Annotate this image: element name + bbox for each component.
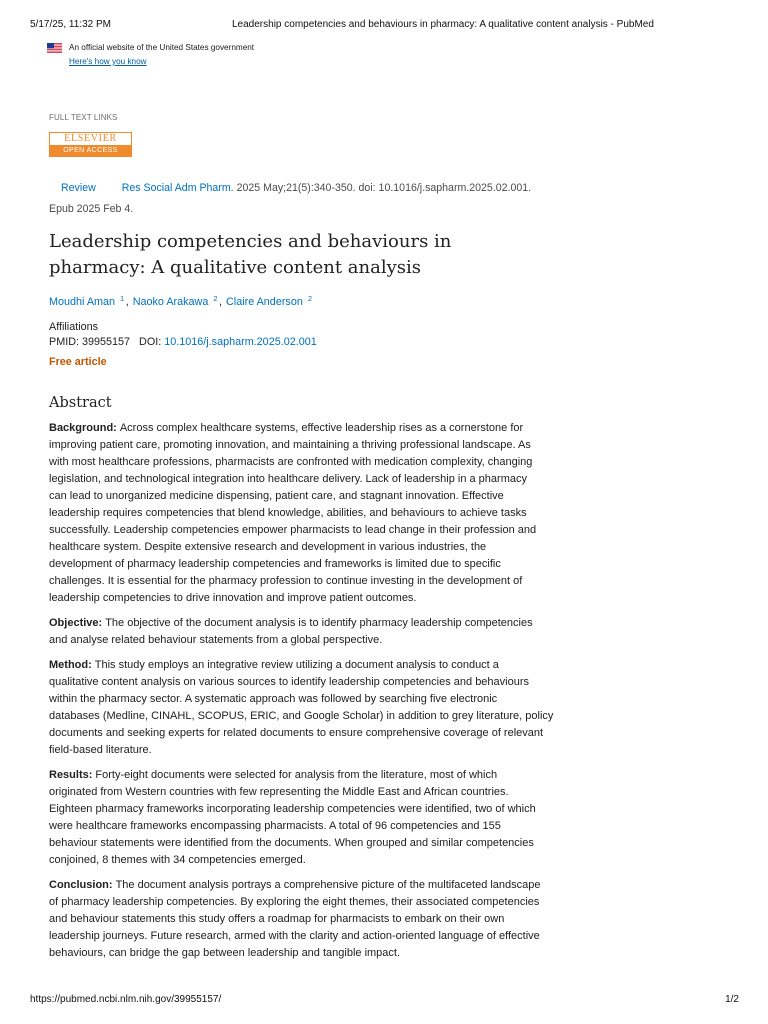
abstract-line [49, 420, 553, 437]
abstract-results [49, 767, 553, 869]
abstract-line: qualitative content analysis on various sources to identify leadership competencies and behaviours [49, 676, 530, 688]
print-url: https://pubmed.ncbi.nlm.nih.gov/39955157/ [30, 994, 222, 1005]
abstract-line: successfully. Leadership competencies empower pharmacists to lead change in their profession and [49, 524, 537, 536]
abstract-method [49, 657, 553, 759]
section-label: Results: [49, 769, 93, 781]
how-you-know-link[interactable]: Here's how you know [69, 57, 147, 66]
section-label: Background: [49, 422, 117, 434]
journal-link[interactable]: Res Social Adm Pharm. [121, 182, 234, 194]
free-article-badge: Free article [49, 356, 107, 368]
author-separator: , [125, 296, 129, 308]
abstract-line: legislation, and technological integration into healthcare delivery. Lack of leadership in a pharmacy [49, 473, 527, 485]
affiliations-toggle[interactable]: Affiliations [49, 321, 99, 333]
abstract-line: of pharmacy leadership competencies. By exploring the eight themes, their associated competencies [49, 896, 540, 908]
section-label: Conclusion: [49, 879, 113, 891]
full-text-links-label: FULL TEXT LINKS [49, 113, 118, 122]
affiliation-ref[interactable]: 1 [120, 294, 125, 303]
citation-details: 2025 May;21(5):340-350. doi: 10.1016/j.sapharm.2025.02.001. [236, 182, 532, 194]
pmid-value: 39955157 [82, 336, 131, 348]
abstract-line: conjoined, 8 themes with 34 competencies emerged. [49, 854, 306, 866]
abstract-line: within the pharmacy sector. A systematic approach was followed by searching five electronic [49, 693, 498, 705]
abstract-line: challenges. It is essential for the pharmacy profession to continue investing in the development of [49, 575, 523, 587]
abstract-body [49, 420, 553, 970]
abstract-line: behaviour statements were identified from the documents. When grouped and similar competencies [49, 837, 534, 849]
abstract-line [49, 767, 553, 784]
print-datetime: 5/17/25, 11:32 PM [30, 19, 111, 30]
print-page-indicator: 1/2 [725, 994, 739, 1005]
abstract-line: healthcare system. Despite extensive research and development in various industries, the [49, 541, 487, 553]
affiliation-ref[interactable]: 2 [213, 294, 218, 303]
section-label: Objective: [49, 617, 103, 629]
abstract-line: leadership competencies to drive innovation and improve patient outcomes. [49, 592, 417, 604]
section-label: Method: [49, 659, 92, 671]
abstract-heading: Abstract [49, 395, 112, 411]
abstract-line: and analyse related behaviour statements from a global perspective. [49, 634, 383, 646]
abstract-line: Eighteen pharmacy frameworks incorporating leadership competencies were identified, two of which [49, 803, 536, 815]
epub-date: Epub 2025 Feb 4. [49, 203, 134, 215]
abstract-line: leadership requires competencies that blend knowledge, abilities, and behaviours to achieve tasks [49, 507, 527, 519]
doi-label: DOI: [139, 336, 162, 348]
doi-link[interactable]: 10.1016/j.sapharm.2025.02.001 [164, 336, 317, 348]
abstract-line: leadership journeys. Future research, armed with the clarity and action-oriented language of effective [49, 930, 540, 942]
abstract-line: with most healthcare professions, pharmacists are confronted with medication complexity, changing [49, 456, 533, 468]
author-list [49, 295, 312, 310]
pmid-label: PMID: [49, 336, 79, 348]
print-page-title: Leadership competencies and behaviours in pharmacy: A qualitative content analysis - PubMed [232, 19, 654, 30]
abstract-line: development of pharmacy leadership competencies and frameworks is limited due to specific [49, 558, 501, 570]
abstract-text: The document analysis portrays a comprehensive picture of the multifaceted landscape [115, 879, 541, 891]
gov-official-text: An official website of the United States government [69, 43, 255, 52]
abstract-text: This study employs an integrative review utilizing a document analysis to conduct a [94, 659, 499, 671]
abstract-background [49, 420, 553, 607]
article-title: Leadership competencies and behaviours in pharmacy: A qualitative content analysis [49, 231, 452, 278]
abstract-text: Forty-eight documents were selected for analysis from the literature, most of which [95, 769, 498, 781]
abstract-line: field-based literature. [49, 744, 152, 756]
us-flag-icon [47, 43, 62, 53]
article-identifiers [49, 335, 317, 350]
abstract-objective [49, 615, 553, 649]
abstract-line [49, 877, 553, 894]
abstract-line: and behaviour statements this study offers a roadmap for pharmacists to embark on their own [49, 913, 505, 925]
publication-type: Review [61, 182, 96, 194]
abstract-line: can lead to unorganized medicine dispensing, patient care, and stagnant innovation. Effective [49, 490, 504, 502]
citation-line [49, 181, 531, 196]
author-link[interactable]: Naoko Arakawa [132, 296, 209, 308]
author-link[interactable]: Claire Anderson [226, 296, 303, 308]
abstract-line: databases (Medline, CINAHL, SCOPUS, ERIC, and Google Scholar) in addition to grey literature, policy [49, 710, 554, 722]
abstract-line: documents and seeking experts for related documents to ensure comprehensive coverage of relevant [49, 727, 544, 739]
abstract-line [49, 657, 553, 674]
abstract-text: Across complex healthcare systems, effective leadership rises as a cornerstone for [119, 422, 524, 434]
author-link[interactable]: Moudhi Aman [49, 296, 116, 308]
abstract-line: behaviours, can bridge the gap between leadership and tangible impact. [49, 947, 401, 959]
author-separator: , [219, 296, 222, 308]
abstract-line [49, 615, 553, 632]
abstract-line: were healthcare frameworks encompassing pharmacists. A total of 96 competencies and 155 [49, 820, 501, 832]
abstract-line: improving patient care, promoting innovation, and maintaining a thriving professional landscape. As [49, 439, 531, 451]
open-access-badge: OPEN ACCESS [50, 145, 131, 156]
elsevier-open-access-link[interactable] [49, 132, 132, 157]
abstract-conclusion [49, 877, 553, 962]
abstract-text: The objective of the document analysis is to identify pharmacy leadership competencies [105, 617, 533, 629]
elsevier-logo-text: ELSEVIER [64, 133, 117, 144]
abstract-line: originated from Western countries with few representing the Middle East and African countries. [49, 786, 509, 798]
affiliation-ref[interactable]: 2 [307, 294, 312, 303]
